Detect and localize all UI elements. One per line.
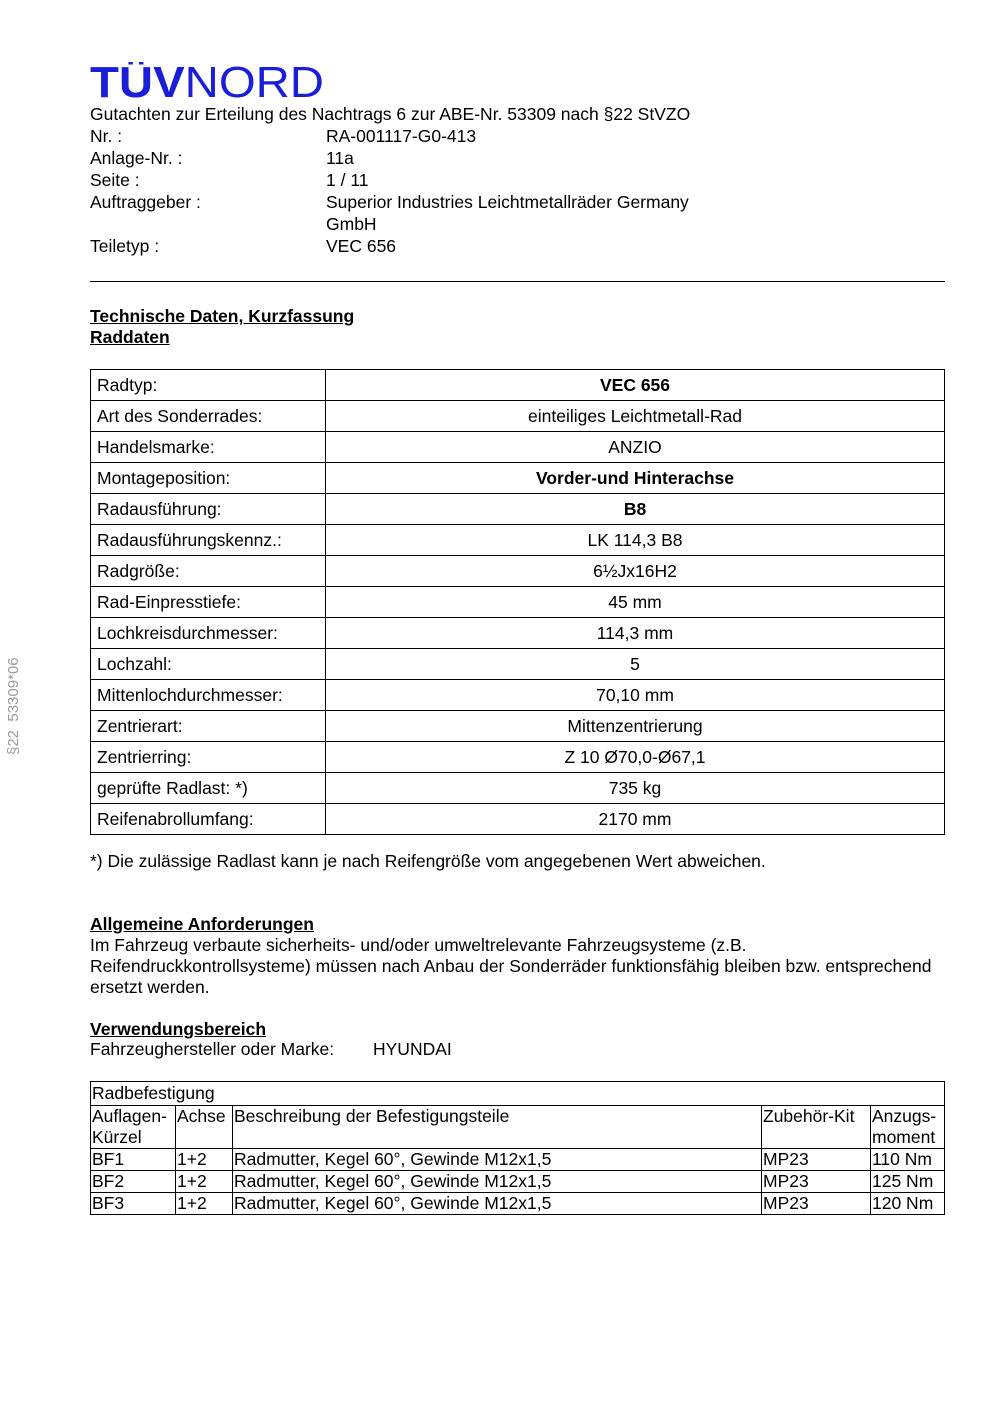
meta-row-nr bbox=[90, 125, 850, 147]
table-row bbox=[91, 680, 945, 711]
row-value: 114,3 mm bbox=[326, 618, 945, 649]
row-key: Handelsmarke: bbox=[91, 432, 326, 463]
table-row bbox=[91, 742, 945, 773]
meta-row-auftraggeber bbox=[90, 191, 850, 235]
cell: Radmutter, Kegel 60°, Gewinde M12x1,5 bbox=[233, 1171, 762, 1193]
svg-text:TÜVNORD bbox=[90, 62, 324, 102]
meta-value: Superior Industries Leichtmetallräder Germany GmbH bbox=[326, 192, 689, 234]
row-key: Radgröße: bbox=[91, 556, 326, 587]
cell: Radmutter, Kegel 60°, Gewinde M12x1,5 bbox=[233, 1149, 762, 1171]
meta-label: Teiletyp : bbox=[90, 236, 160, 256]
row-key: Lochkreisdurchmesser: bbox=[91, 618, 326, 649]
cell: 120 Nm bbox=[871, 1193, 945, 1215]
gutachten-subtitle: Gutachten zur Erteilung des Nachtrags 6 zur ABE-Nr. 53309 nach §22 StVZO bbox=[90, 104, 691, 124]
column-header: Zubehör-Kit bbox=[762, 1106, 871, 1149]
meta-row-teiletyp bbox=[90, 235, 850, 257]
meta-label: Anlage-Nr. : bbox=[90, 148, 183, 168]
table-row bbox=[91, 1193, 945, 1215]
row-key: Montageposition: bbox=[91, 463, 326, 494]
table-row bbox=[91, 525, 945, 556]
column-header: Auflagen-Kürzel bbox=[91, 1106, 176, 1149]
row-key: Art des Sonderrades: bbox=[91, 401, 326, 432]
tuev-nord-logo-graphic bbox=[90, 62, 326, 102]
table-row bbox=[91, 587, 945, 618]
table-row bbox=[91, 494, 945, 525]
section-title-allgemeine: Allgemeine Anforderungen bbox=[90, 914, 314, 934]
row-key: Radausführungskennz.: bbox=[91, 525, 326, 556]
table-row bbox=[91, 463, 945, 494]
column-header: Achse bbox=[176, 1106, 233, 1149]
row-value: 6½Jx16H2 bbox=[326, 556, 945, 587]
row-key: Reifenabrollumfang: bbox=[91, 804, 326, 835]
row-value: VEC 656 bbox=[326, 370, 945, 401]
row-key: Mittenlochdurchmesser: bbox=[91, 680, 326, 711]
cell: BF3 bbox=[91, 1193, 176, 1215]
row-value: 735 kg bbox=[326, 773, 945, 804]
radlast-footnote: *) Die zulässige Radlast kann je nach Reifengröße vom angegebenen Wert abweichen. bbox=[90, 851, 766, 871]
meta-value: 1 / 11 bbox=[326, 170, 369, 190]
row-value: Mittenzentrierung bbox=[326, 711, 945, 742]
cell: BF1 bbox=[91, 1149, 176, 1171]
cell: MP23 bbox=[762, 1193, 871, 1215]
document-header bbox=[90, 103, 850, 257]
row-key: Zentrierart: bbox=[91, 711, 326, 742]
cell: 110 Nm bbox=[871, 1149, 945, 1171]
row-key: Radtyp: bbox=[91, 370, 326, 401]
table-row bbox=[91, 711, 945, 742]
radbefestigung-table bbox=[90, 1081, 945, 1215]
row-value: Z 10 Ø70,0-Ø67,1 bbox=[326, 742, 945, 773]
hersteller-label: Fahrzeughersteller oder Marke: bbox=[90, 1039, 335, 1059]
meta-value: RA-001117-G0-413 bbox=[326, 126, 477, 146]
row-key: Lochzahl: bbox=[91, 649, 326, 680]
hersteller-line bbox=[90, 1039, 452, 1060]
row-value: B8 bbox=[326, 494, 945, 525]
table-row bbox=[91, 432, 945, 463]
section-subtitle-raddaten: Raddaten bbox=[90, 327, 170, 347]
section-title-verwendungsbereich: Verwendungsbereich bbox=[90, 1019, 267, 1039]
table-row bbox=[91, 773, 945, 804]
table-row bbox=[91, 649, 945, 680]
logo-light-part: NORD bbox=[184, 62, 315, 102]
cell: Radmutter, Kegel 60°, Gewinde M12x1,5 bbox=[233, 1193, 762, 1215]
hersteller-value: HYUNDAI bbox=[373, 1039, 452, 1059]
cell: 1+2 bbox=[176, 1193, 233, 1215]
meta-label: Auftraggeber : bbox=[90, 192, 201, 212]
table-row bbox=[91, 556, 945, 587]
table-caption-row bbox=[91, 1082, 945, 1106]
meta-value: VEC 656 bbox=[326, 236, 397, 256]
row-value: 5 bbox=[326, 649, 945, 680]
logo-bold-part: TÜV bbox=[90, 62, 178, 102]
meta-row-seite bbox=[90, 169, 850, 191]
row-value: einteiliges Leichtmetall-Rad bbox=[326, 401, 945, 432]
table-row bbox=[91, 1149, 945, 1171]
header-divider bbox=[90, 281, 945, 282]
cell: 1+2 bbox=[176, 1171, 233, 1193]
meta-label: Nr. : bbox=[90, 126, 123, 146]
row-key: Rad-Einpresstiefe: bbox=[91, 587, 326, 618]
row-value: LK 114,3 B8 bbox=[326, 525, 945, 556]
row-key: Radausführung: bbox=[91, 494, 326, 525]
raddaten-table bbox=[90, 369, 945, 835]
tuev-nord-logo bbox=[90, 62, 326, 102]
table-row bbox=[91, 401, 945, 432]
row-value: Vorder-und Hinterachse bbox=[326, 463, 945, 494]
table-caption: Radbefestigung bbox=[91, 1082, 945, 1106]
meta-row-anlage bbox=[90, 147, 850, 169]
row-value: 70,10 mm bbox=[326, 680, 945, 711]
column-header: Beschreibung der Befestigungsteile bbox=[233, 1106, 762, 1149]
table-row bbox=[91, 804, 945, 835]
row-key: Zentrierring: bbox=[91, 742, 326, 773]
row-key: geprüfte Radlast: *) bbox=[91, 773, 326, 804]
cell: 1+2 bbox=[176, 1149, 233, 1171]
cell: BF2 bbox=[91, 1171, 176, 1193]
cell: 125 Nm bbox=[871, 1171, 945, 1193]
row-value: ANZIO bbox=[326, 432, 945, 463]
side-mark-text: §22 53309*06 bbox=[5, 657, 22, 755]
section-title-technische-daten: Technische Daten, Kurzfassung bbox=[90, 306, 355, 326]
row-value: 2170 mm bbox=[326, 804, 945, 835]
meta-value: 11a bbox=[326, 148, 354, 168]
row-value: 45 mm bbox=[326, 587, 945, 618]
column-header: Anzugs-moment bbox=[871, 1106, 945, 1149]
allgemeine-text: Im Fahrzeug verbaute sicherheits- und/oder umweltrelevante Fahrzeugsysteme (z.B. Reifendruckkontrollsysteme) müssen nach Anbau der Sonderräder funktionsfähig bleiben bzw. entsprechend ersetzt werden. bbox=[90, 935, 932, 997]
table-header-row bbox=[91, 1106, 945, 1149]
table-row bbox=[91, 370, 945, 401]
cell: MP23 bbox=[762, 1149, 871, 1171]
cell: MP23 bbox=[762, 1171, 871, 1193]
table-row bbox=[91, 618, 945, 649]
table-row bbox=[91, 1171, 945, 1193]
side-margin-mark bbox=[2, 640, 24, 760]
meta-label: Seite : bbox=[90, 170, 140, 190]
